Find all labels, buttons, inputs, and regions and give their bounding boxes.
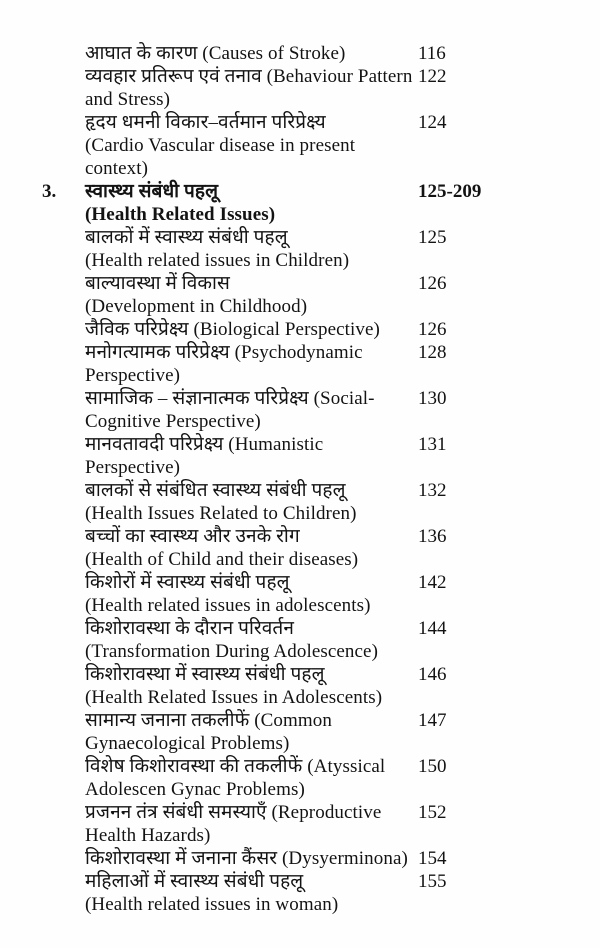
entry-line: किशोरावस्था में स्वास्थ्य संबंधी पहलू — [85, 664, 325, 685]
entry-text — [85, 870, 415, 916]
page-number: 126 — [418, 273, 447, 294]
entry-text — [85, 801, 415, 847]
page-number: 125 — [418, 227, 447, 248]
entry-text — [85, 433, 415, 479]
page-number: 147 — [418, 710, 447, 731]
entry-text — [85, 318, 415, 341]
page-number: 130 — [418, 388, 447, 409]
entry-line: (Health of Child and their diseases) — [85, 549, 359, 570]
entry-line: (Cardio Vascular disease in present — [85, 135, 356, 156]
entry-text — [85, 663, 415, 709]
entry-line: Perspective) — [85, 365, 181, 386]
entry-line: (Health related issues in Children) — [85, 250, 350, 271]
page-number: 142 — [418, 572, 447, 593]
toc-entry — [0, 571, 600, 617]
entry-line: मानवतावदी परिप्रेक्ष्य (Humanistic — [85, 434, 324, 455]
toc-entry — [0, 870, 600, 916]
toc-entry — [0, 847, 600, 870]
page-number: 136 — [418, 526, 447, 547]
entry-line: स्वास्थ्य संबंधी पहलू — [85, 181, 219, 202]
entry-text — [85, 42, 415, 65]
entry-line: (Transformation During Adolescence) — [85, 641, 379, 662]
page-number: 155 — [418, 871, 447, 892]
entry-line: बालकों में स्वास्थ्य संबंधी पहलू — [85, 227, 288, 248]
toc-entry — [0, 341, 600, 387]
entry-text — [85, 272, 415, 318]
entry-line: जैविक परिप्रेक्ष्य (Biological Perspective) — [85, 319, 380, 340]
entry-text — [85, 847, 415, 870]
entry-line: आघात के कारण (Causes of Stroke) — [85, 43, 346, 64]
page-number: 116 — [418, 43, 446, 64]
entry-line: बच्चों का स्वास्थ्य और उनके रोग — [85, 526, 300, 547]
page-number: 154 — [418, 848, 447, 869]
toc-entry — [0, 709, 600, 755]
entry-line: (Health related issues in woman) — [85, 894, 339, 915]
entry-line: Gynaecological Problems) — [85, 733, 290, 754]
page-number: 131 — [418, 434, 447, 455]
entry-text — [85, 525, 415, 571]
entry-text — [85, 617, 415, 663]
entry-line: हृदय धमनी विकार–वर्तमान परिप्रेक्ष्य — [85, 112, 326, 133]
toc-entry — [0, 318, 600, 341]
page-number: 122 — [418, 66, 447, 87]
page-number: 146 — [418, 664, 447, 685]
entry-line: (Health Related Issues in Adolescents) — [85, 687, 383, 708]
page-number: 152 — [418, 802, 447, 823]
toc-entry — [0, 801, 600, 847]
entry-line: context) — [85, 158, 149, 179]
entry-text — [85, 65, 415, 111]
toc-entry — [0, 226, 600, 272]
page-number: 128 — [418, 342, 447, 363]
entry-line: (Health Related Issues) — [85, 204, 276, 225]
toc-entry — [0, 433, 600, 479]
entry-text — [85, 755, 415, 801]
entry-line: सामान्य जनाना तकलीफें (Common — [85, 710, 332, 731]
entry-text — [85, 387, 415, 433]
page-number: 132 — [418, 480, 447, 501]
entry-line: Health Hazards) — [85, 825, 211, 846]
toc-entry — [0, 387, 600, 433]
toc-entry — [0, 180, 600, 226]
entry-line: (Health Issues Related to Children) — [85, 503, 357, 524]
entry-text — [85, 226, 415, 272]
entry-text — [85, 111, 415, 180]
entry-line: मनोगत्यामक परिप्रेक्ष्य (Psychodynamic — [85, 342, 363, 363]
toc-entry — [0, 479, 600, 525]
entry-line: (Development in Childhood) — [85, 296, 308, 317]
entry-line: व्यवहार प्रतिरूप एवं तनाव (Behaviour Pattern — [85, 66, 413, 87]
toc-entry — [0, 663, 600, 709]
entry-line: and Stress) — [85, 89, 171, 110]
toc-entry — [0, 111, 600, 180]
page-number: 144 — [418, 618, 447, 639]
toc-entry — [0, 272, 600, 318]
entry-text — [85, 341, 415, 387]
entry-line: बालकों से संबंधित स्वास्थ्य संबंधी पहलू — [85, 480, 346, 501]
toc-entry — [0, 525, 600, 571]
entry-line: बाल्यावस्था में विकास — [85, 273, 230, 294]
page-number: 126 — [418, 319, 447, 340]
entry-line: सामाजिक – संज्ञानात्मक परिप्रेक्ष्य (Social- — [85, 388, 375, 409]
entry-line: विशेष किशोरावस्था की तकलीफें (Atyssical — [85, 756, 386, 777]
entry-line: Perspective) — [85, 457, 181, 478]
entry-text — [85, 180, 415, 226]
entry-line: Adolescen Gynac Problems) — [85, 779, 305, 800]
entry-line: किशोरावस्था में जनाना कैंसर (Dysyerminona) — [85, 848, 408, 869]
chapter-number: 3. — [42, 181, 57, 202]
toc-entry — [0, 42, 600, 65]
entry-line: Cognitive Perspective) — [85, 411, 261, 432]
entry-line: (Health related issues in adolescents) — [85, 595, 371, 616]
entry-line: प्रजनन तंत्र संबंधी समस्याएँ (Reproductive — [85, 802, 382, 823]
entry-text — [85, 709, 415, 755]
entry-line: किशोरों में स्वास्थ्य संबंधी पहलू — [85, 572, 290, 593]
toc-entry — [0, 617, 600, 663]
entry-line: महिलाओं में स्वास्थ्य संबंधी पहलू — [85, 871, 304, 892]
entry-text — [85, 479, 415, 525]
entry-line: किशोरावस्था के दौरान परिवर्तन — [85, 618, 294, 639]
entry-text — [85, 571, 415, 617]
page-number: 124 — [418, 112, 447, 133]
page-number: 125-209 — [418, 181, 482, 202]
toc-entry — [0, 65, 600, 111]
toc-entry — [0, 755, 600, 801]
page-number: 150 — [418, 756, 447, 777]
